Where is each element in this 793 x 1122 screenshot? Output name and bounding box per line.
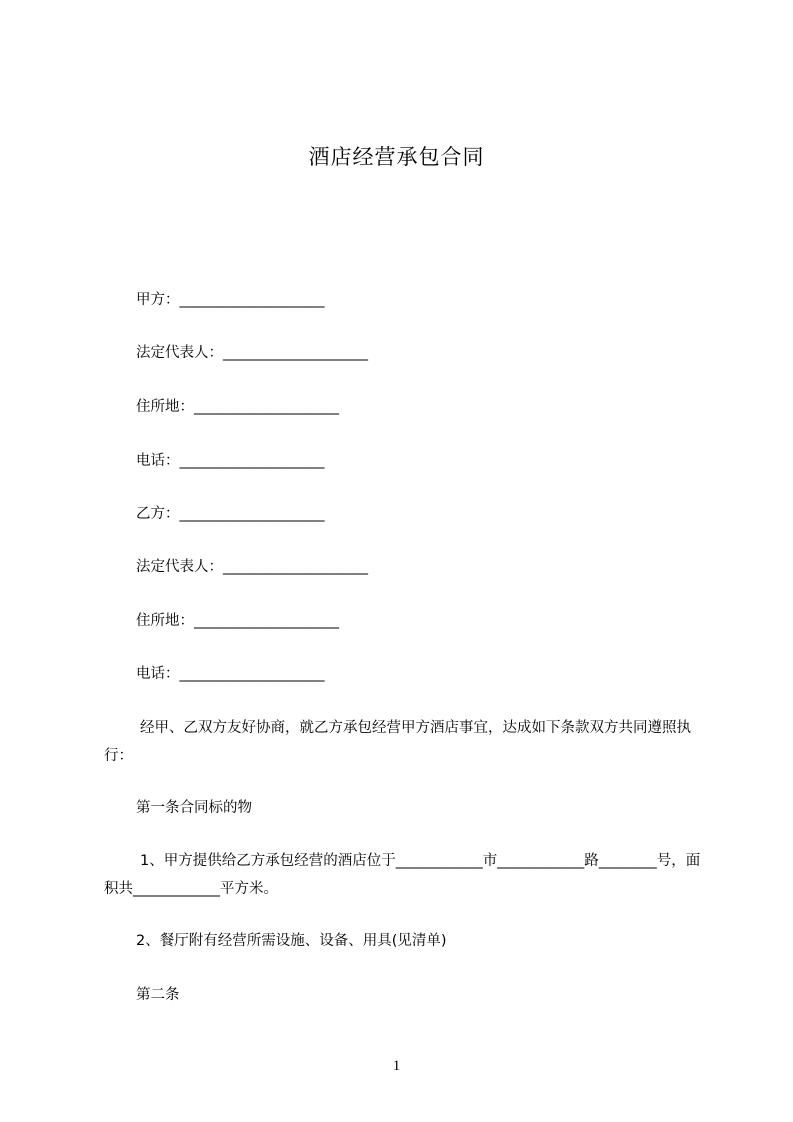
page-number: 1 xyxy=(392,1058,401,1074)
party-a-phone-line: 电话：____________________ xyxy=(136,453,325,469)
party-a-legal-rep-line: 法定代表人：____________________ xyxy=(136,345,368,361)
intro-paragraph: 经甲、乙双方友好协商，就乙方承包经营甲方酒店事宜，达成如下条款双方共同遵照执行： xyxy=(104,720,691,764)
party-b-address-line: 住所地：____________________ xyxy=(136,613,339,629)
article-1-heading: 第一条合同标的物 xyxy=(136,800,252,816)
contract-title: 酒店经营承包合同 xyxy=(308,145,485,169)
article-2-heading: 第二条 xyxy=(136,987,180,1003)
article-1-item-2: 2、餐厅附有经营所需设施、设备、用具(见清单) xyxy=(136,933,447,949)
party-b-legal-rep-line: 法定代表人：____________________ xyxy=(136,559,368,575)
party-b-phone-line: 电话：____________________ xyxy=(136,666,325,682)
party-a-address-line: 住所地：____________________ xyxy=(136,399,339,415)
article-1-item-1: 1、甲方提供给乙方承包经营的酒店位于____________市____________路________号，面积共____________平方米。 xyxy=(104,853,701,897)
party-b-line: 乙方：____________________ xyxy=(136,506,325,522)
party-a-line: 甲方：____________________ xyxy=(136,292,325,308)
